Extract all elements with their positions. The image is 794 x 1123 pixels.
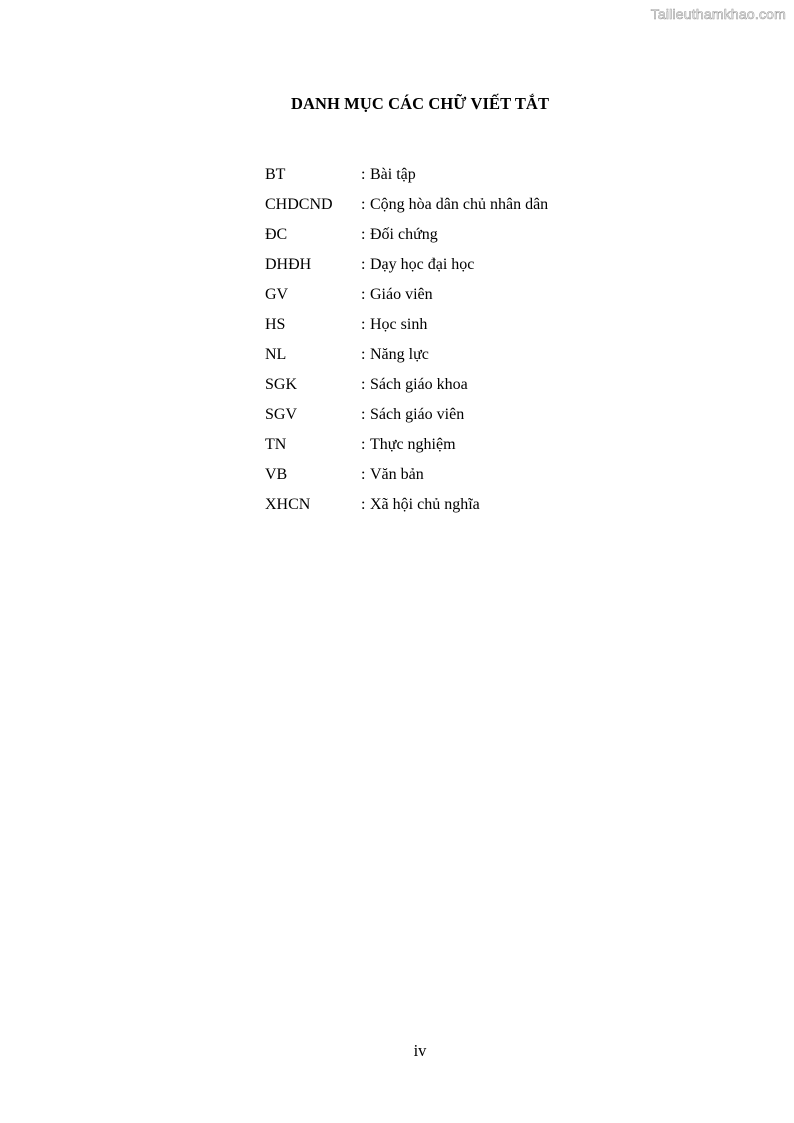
abbreviation-list: [265, 160, 548, 520]
abbreviation-meaning: Dạy học đại học: [370, 256, 475, 273]
abbreviation-row: [265, 430, 548, 460]
abbreviation-meaning: Đối chứng: [370, 226, 438, 243]
abbreviation-meaning: Học sinh: [370, 316, 428, 333]
abbreviation-row: [265, 310, 548, 340]
abbreviation-meaning: Thực nghiệm: [370, 436, 456, 453]
abbreviation-code: HS: [265, 316, 286, 333]
abbreviation-code: SGK: [265, 376, 298, 393]
abbreviation-row: [265, 370, 548, 400]
abbreviation-row: [265, 280, 548, 310]
abbreviation-separator: :: [361, 196, 366, 213]
abbreviation-separator: :: [361, 226, 366, 243]
abbreviation-code: VB: [265, 466, 288, 483]
abbreviation-separator: :: [361, 496, 366, 513]
abbreviation-row: [265, 490, 548, 520]
abbreviation-row: [265, 340, 548, 370]
abbreviation-separator: :: [361, 346, 366, 363]
abbreviation-row: [265, 220, 548, 250]
abbreviation-code: ĐC: [265, 226, 288, 243]
abbreviation-code: CHDCND: [265, 196, 333, 213]
abbreviation-meaning: Năng lực: [370, 346, 429, 363]
abbreviation-row: [265, 160, 548, 190]
abbreviation-separator: :: [361, 256, 366, 273]
abbreviation-code: XHCN: [265, 496, 311, 513]
abbreviation-meaning: Sách giáo khoa: [370, 376, 468, 393]
abbreviation-meaning: Sách giáo viên: [370, 406, 465, 423]
abbreviation-row: [265, 250, 548, 280]
abbreviation-code: TN: [265, 436, 287, 453]
abbreviation-meaning: Bài tập: [370, 166, 416, 183]
abbreviation-row: [265, 190, 548, 220]
abbreviation-separator: :: [361, 436, 366, 453]
abbreviation-separator: :: [361, 406, 366, 423]
abbreviation-row: [265, 460, 548, 490]
abbreviation-code: DHĐH: [265, 256, 312, 273]
abbreviation-separator: :: [361, 286, 366, 303]
abbreviation-separator: :: [361, 376, 366, 393]
abbreviation-row: [265, 400, 548, 430]
page-number: iv: [413, 1041, 427, 1060]
abbreviation-separator: :: [361, 466, 366, 483]
abbreviation-meaning: Giáo viên: [370, 286, 433, 303]
abbreviation-meaning: Văn bản: [370, 466, 424, 483]
abbreviation-code: GV: [265, 286, 289, 303]
abbreviation-meaning: Cộng hòa dân chủ nhân dân: [370, 196, 549, 213]
abbreviation-code: SGV: [265, 406, 298, 423]
watermark-text: Tailieuthamkhao.com: [650, 6, 786, 22]
abbreviation-code: NL: [265, 346, 287, 363]
abbreviation-separator: :: [361, 166, 366, 183]
abbreviation-code: BT: [265, 166, 286, 183]
abbreviation-meaning: Xã hội chủ nghĩa: [370, 496, 480, 513]
page-title: DANH MỤC CÁC CHỮ VIẾT TẮT: [290, 94, 550, 113]
abbreviation-separator: :: [361, 316, 366, 333]
